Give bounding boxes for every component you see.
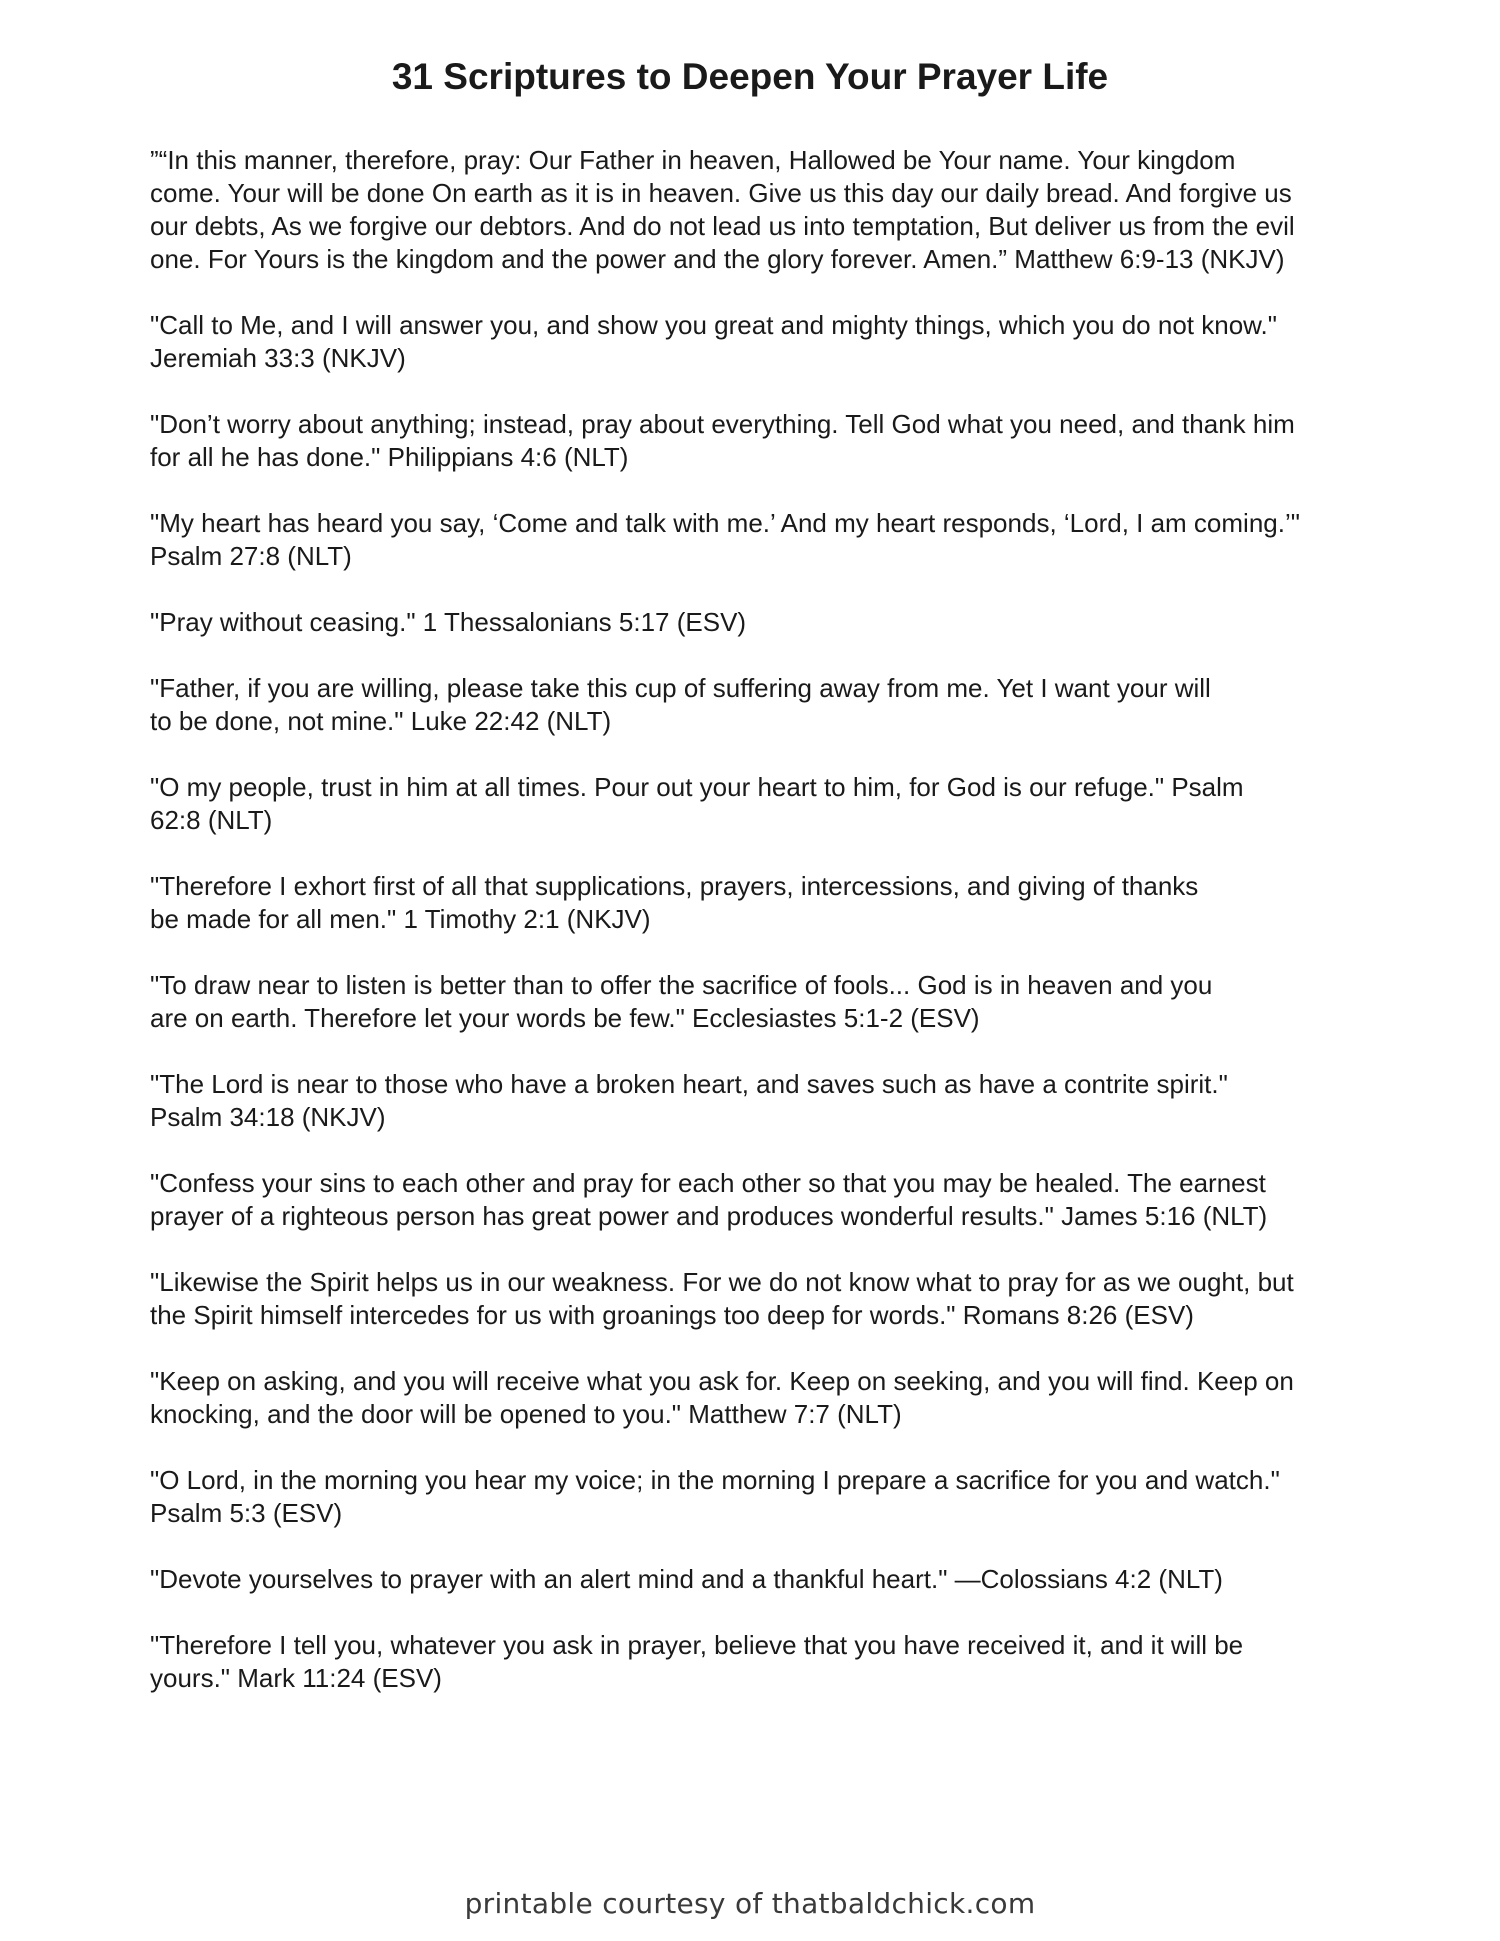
- scripture-verse: "Father, if you are willing, please take this cup of suffering away from me. Yet I want your will to be done, not mine." Luke 22:42 (NLT): [150, 673, 1211, 736]
- scripture-verse: "O my people, trust in him at all times. Pour out your heart to him, for God is our refuge." Psalm 62:8 (NLT): [150, 772, 1244, 835]
- scripture-verse: "Therefore I exhort first of all that supplications, prayers, intercessions, and giving of thanks be made for all men." 1 Timothy 2:1 (NKJV): [150, 871, 1199, 934]
- scripture-verse: ”“In this manner, therefore, pray: Our Father in heaven, Hallowed be Your name. Your kingdom come. Your will be done On earth as it is in heaven. Give us this day our daily bread. And forgive us our debts, As we forgive our debtors. And do not lead us into temptation, But deliver us from the evil one. For Yours is the kingdom and the power and the glory forever. Amen.” Matthew 6:9-13 (NKJV): [150, 145, 1295, 274]
- scripture-verse: "My heart has heard you say, ‘Come and talk with me.’ And my heart responds, ‘Lord, I am coming.’" Psalm 27:8 (NLT): [150, 508, 1300, 571]
- footer-credit: printable courtesy of thatbaldchick.com: [464, 1887, 1036, 1920]
- scripture-verse: "Call to Me, and I will answer you, and show you great and mighty things, which you do not know." Jeremiah 33:3 (NKJV): [150, 310, 1277, 373]
- scripture-verse: "Pray without ceasing." 1 Thessalonians 5:17 (ESV): [150, 607, 747, 637]
- scripture-verse: "To draw near to listen is better than to offer the sacrifice of fools... God is in heaven and you are on earth. Therefore let your words be few." Ecclesiastes 5:1-2 (ESV): [150, 970, 1213, 1033]
- scripture-verse: "Devote yourselves to prayer with an alert mind and a thankful heart." —Colossians 4:2 (NLT): [150, 1564, 1223, 1594]
- scripture-verse: "Therefore I tell you, whatever you ask in prayer, believe that you have received it, and it will be yours." Mark 11:24 (ESV): [150, 1630, 1244, 1693]
- page-title: 31 Scriptures to Deepen Your Prayer Life: [391, 56, 1109, 97]
- scripture-verse: "Likewise the Spirit helps us in our weakness. For we do not know what to pray for as we ought, but the Spirit himself intercedes for us with groanings too deep for words." Romans 8:26 (ESV): [150, 1267, 1294, 1330]
- scripture-list: [150, 144, 1360, 1728]
- scripture-verse: "The Lord is near to those who have a broken heart, and saves such as have a contrite spirit." Psalm 34:18 (NKJV): [150, 1069, 1228, 1132]
- scripture-verse: "O Lord, in the morning you hear my voice; in the morning I prepare a sacrifice for you and watch." Psalm 5:3 (ESV): [150, 1465, 1280, 1528]
- scripture-verse: "Confess your sins to each other and pray for each other so that you may be healed. The earnest prayer of a righteous person has great power and produces wonderful results." James 5:16 (NLT): [150, 1168, 1268, 1231]
- scripture-verse: "Keep on asking, and you will receive what you ask for. Keep on seeking, and you will find. Keep on knocking, and the door will be opened to you." Matthew 7:7 (NLT): [150, 1366, 1294, 1429]
- scripture-verse: "Don’t worry about anything; instead, pray about everything. Tell God what you need, and thank him for all he has done." Philippians 4:6 (NLT): [150, 409, 1295, 472]
